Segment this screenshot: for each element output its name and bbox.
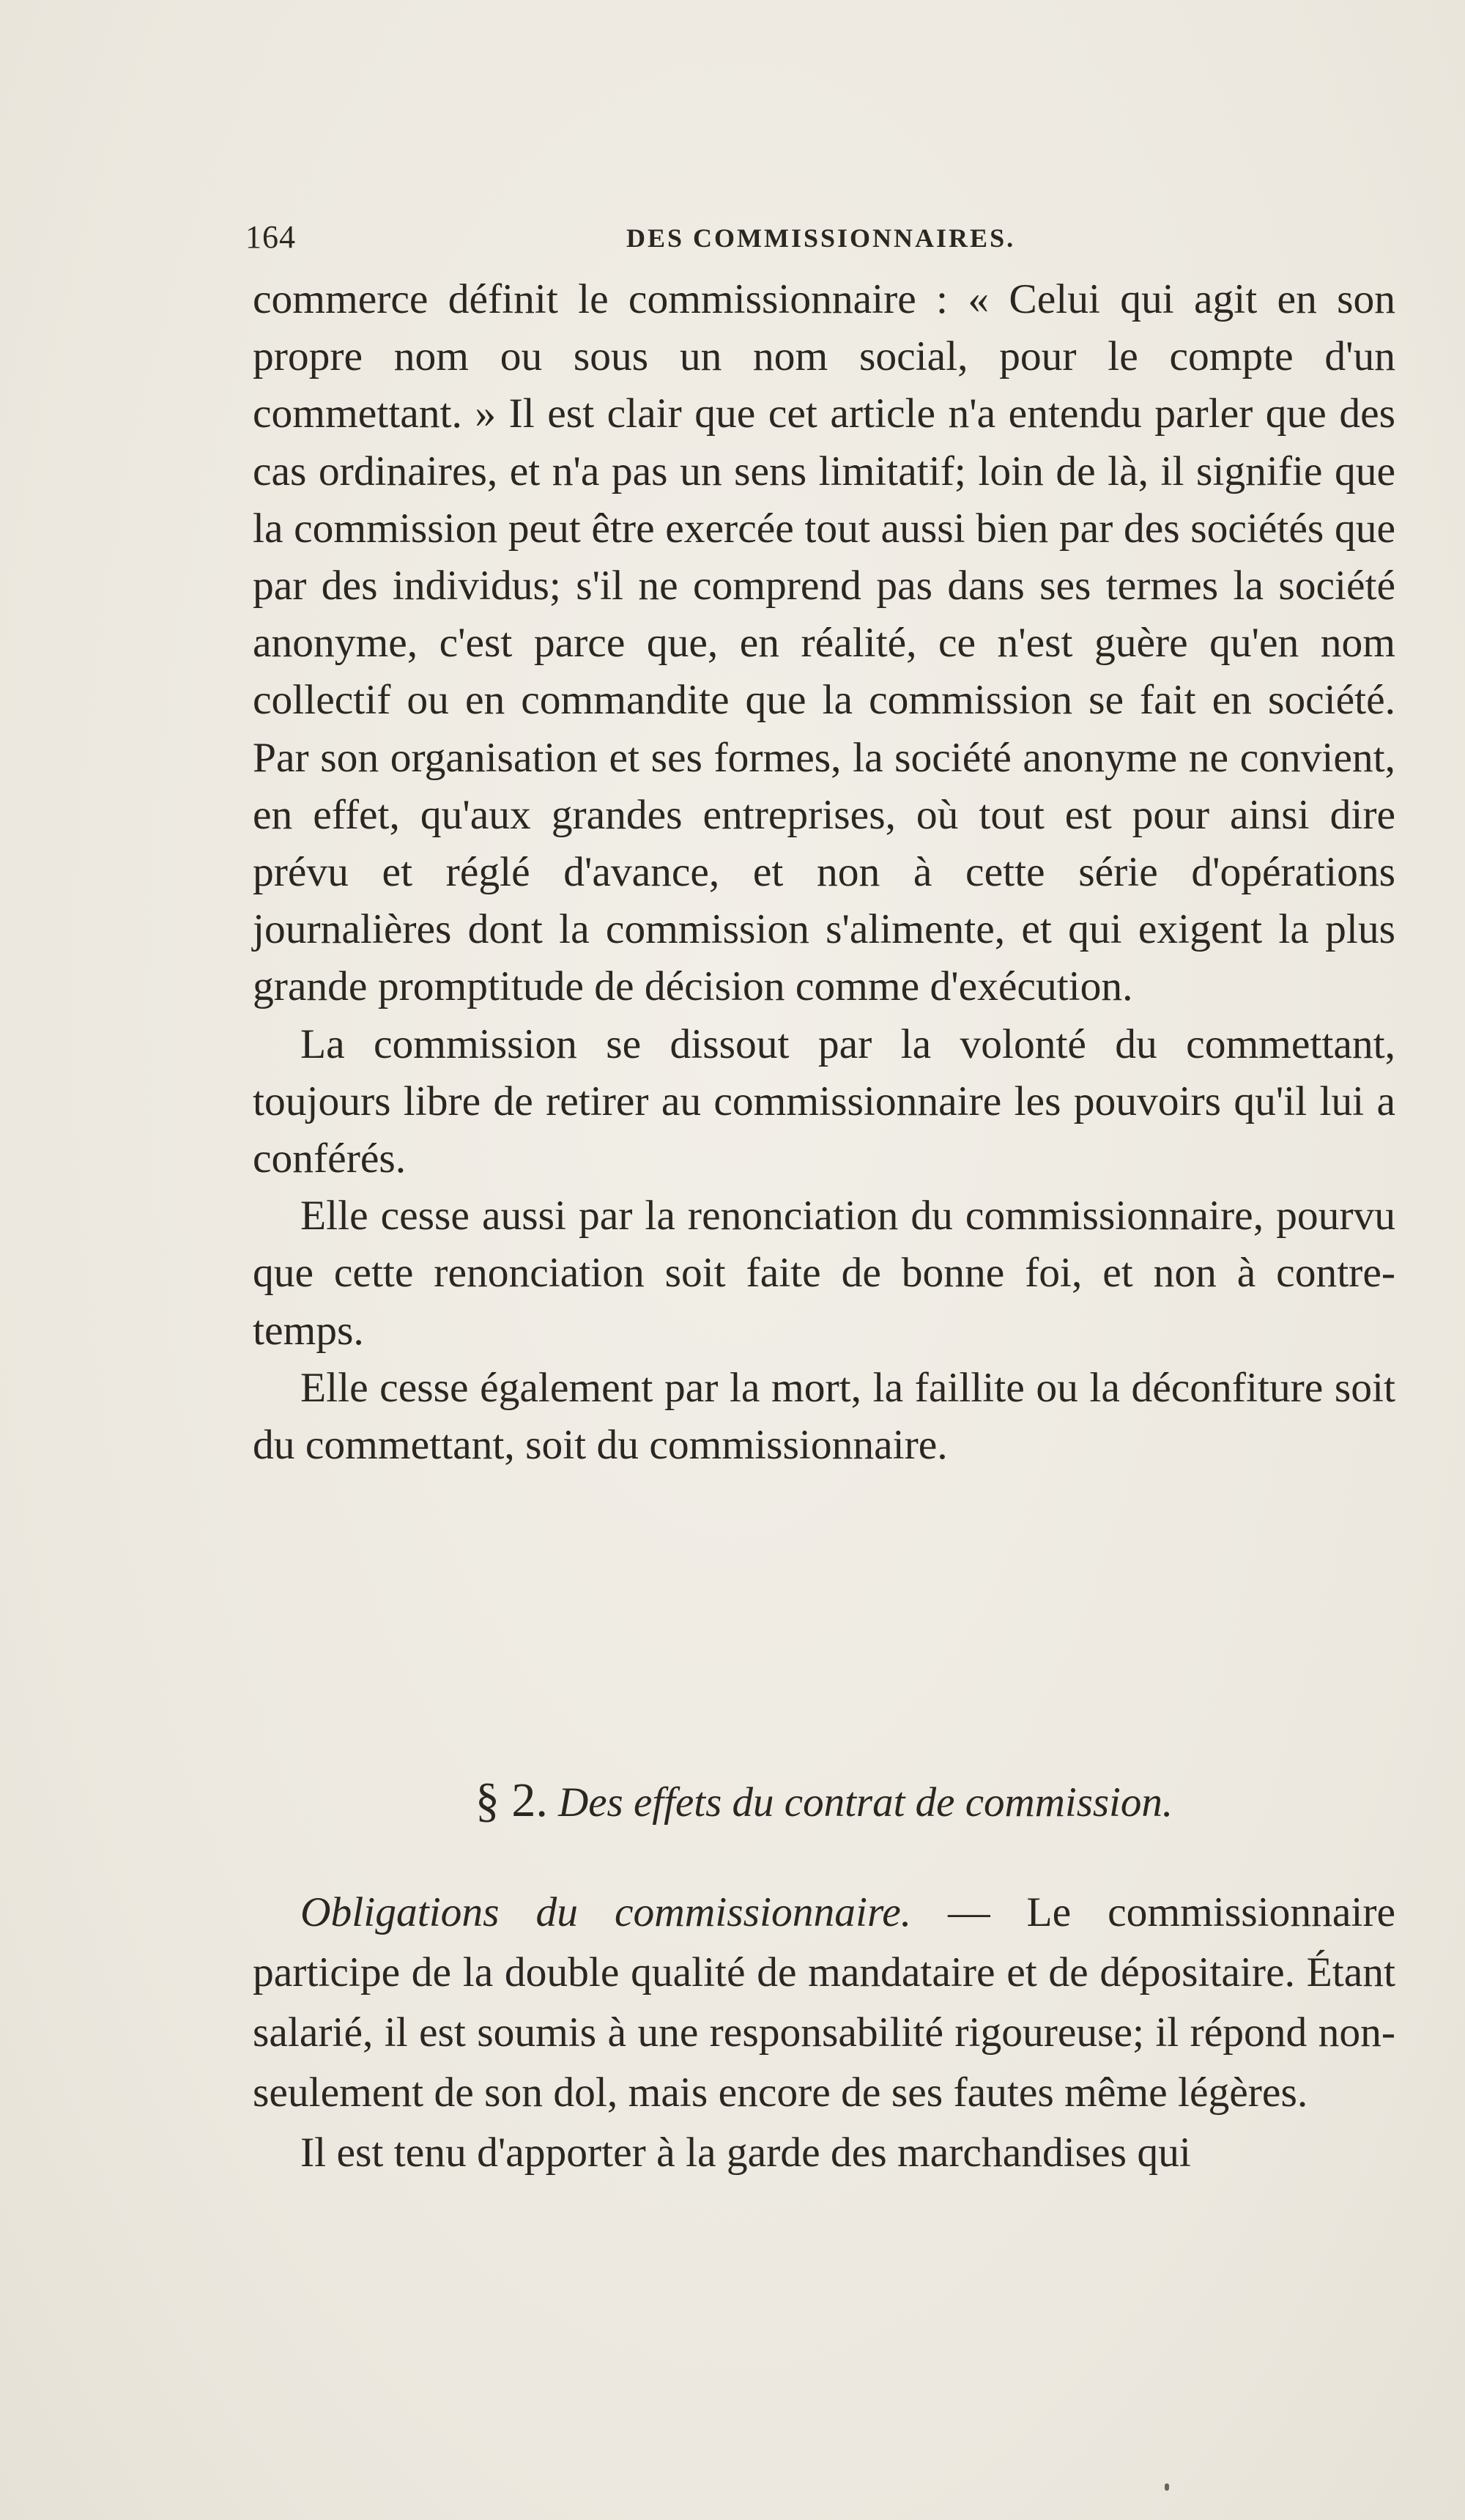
section-body-text (253, 1883, 1395, 2183)
page-number: 164 (245, 219, 296, 255)
paragraph-obligations-text: — Le commissionnaire participe de la double qualité de mandataire et de dépositaire. Étant salarié, il est soumis à une responsabilité rigoureuse; il répond non-seulement de son dol, mais encore de ses fautes même légères. (253, 1889, 1395, 2116)
section-sign: § 2. (475, 1774, 548, 1827)
paper-speck (1165, 2483, 1169, 2491)
section-heading (253, 1773, 1395, 1828)
page-header (245, 218, 1388, 262)
paragraph-dissolution: La commission se dissout par la volonté du commettant, toujours libre de retirer au commissionnaire les pouvoirs qu'il lui a conférés. (253, 1020, 1395, 1182)
section-title-text: Des effets du contrat de commission. (558, 1779, 1173, 1826)
paragraph-renunciation: Elle cesse aussi par la renonciation du commissionnaire, pourvu que cette renonciation soit faite de bonne foi, et non à contre-temps. (253, 1193, 1395, 1354)
paragraph-continuation: commerce définit le commissionnaire : « Celui qui agit en son propre nom ou sous un nom social, pour le compte d'un commettant. » Il est clair que cet article n'a entendu parler que des cas ordinaires, et n'a pas un sens limitatif; loin de là, il signifie que la commission peut être exercée tout aussi bien par des sociétés que par des individus; s'il ne comprend pas dans ses termes la société anonyme, c'est parce que, en réalité, ce n'est guère qu'en nom collectif ou en commandite que la commission se fait en société. Par son organisation et ses formes, la société anonyme ne convient, en effet, qu'aux grandes entreprises, où tout est pour ainsi dire prévu et réglé d'avance, et non à cette série d'opérations journalières dont la commission s'alimente, et qui exigent la plus grande promptitude de décision comme d'exécution. (253, 276, 1395, 1010)
run-in-heading: Obligations du commissionnaire. (300, 1889, 912, 1935)
paragraph-obligations (253, 1883, 1395, 2123)
paragraph-custody: Il est tenu d'apporter à la garde des marchandises qui (300, 2130, 1191, 2176)
body-text (253, 271, 1395, 1474)
running-head: DES COMMISSIONNAIRES. (626, 223, 1016, 253)
paragraph-death-bankruptcy: Elle cesse également par la mort, la faillite ou la déconfiture soit du commettant, soit du commissionnaire. (253, 1364, 1395, 1469)
